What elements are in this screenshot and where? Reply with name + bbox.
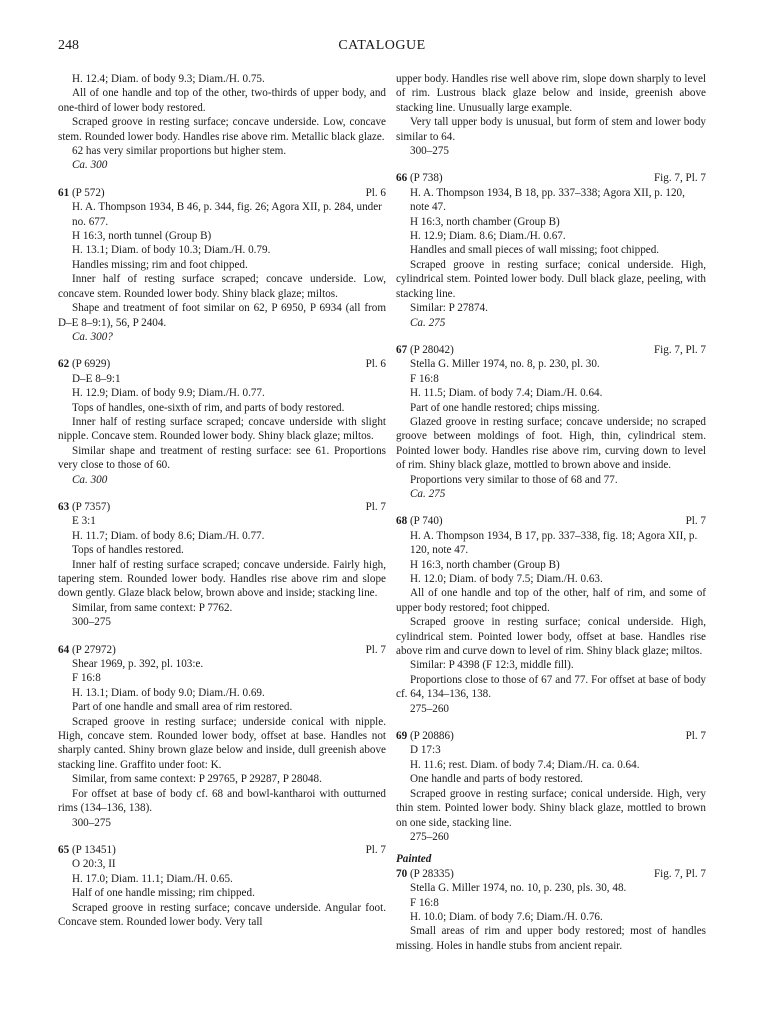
plate-reference: Pl. 7 [685, 730, 706, 743]
catalogue-number: 65 [58, 843, 70, 856]
entry-publication: Stella G. Miller 1974, no. 10, p. 230, pls. 30, 48. [410, 882, 627, 895]
inventory-number: (P 740) [409, 515, 443, 528]
entry-dimensions: H. 13.1; Diam. of body 9.0; Diam./H. 0.69. [72, 686, 265, 699]
entry-dimensions: H. 10.0; Diam. of body 7.6; Diam./H. 0.76. [410, 910, 603, 923]
figure-reference: Fig. 7, Pl. 7 [653, 343, 706, 356]
entry-dimensions: H. 13.1; Diam. of body 10.3; Diam./H. 0.79. [72, 244, 271, 257]
entry-date: Ca. 300 [72, 473, 108, 486]
entry-dimensions: H. 12.0; Diam. of body 7.5; Diam./H. 0.63. [410, 573, 603, 585]
entry-dimensions: H. 12.9; Diam. of body 9.9; Diam./H. 0.77. [72, 387, 265, 400]
entry-description: Scraped groove in resting surface; concave underside. Low, concave stem. Rounded lower body. Handles rise above rim. Metallic black glaze. [58, 116, 386, 143]
entry-description: Glazed groove in resting surface; concave underside; no scraped groove between moldings of foot. High, thin, cylindrical stem. Pointed lower body. Handles rise above rim, curving down to level of rim. Shiny black glaze, mottled to brown above and inside. [396, 415, 706, 472]
entry-heading [58, 500, 386, 514]
entry-dimensions: H. 11.5; Diam. of body 7.4; Diam./H. 0.64. [410, 387, 603, 400]
entry-description: Scraped groove in resting surface; conical underside. High, very thin stem. Pointed lower body. Shiny black glaze, mottled to brown on one side, stacking line. [396, 787, 706, 829]
left-column [58, 72, 386, 929]
entry-publication: H. A. Thompson 1934, B 17, pp. 337–338, fig. 18; Agora XII, p. 120, note 47. [410, 529, 698, 557]
entry-description-continued: upper body. Handles rise well above rim, slope down sharply to level of rim. Lustrous black glaze below and inside, greenish above stacking line. Unusually large example. [396, 73, 706, 114]
catalogue-number: 67 [396, 343, 408, 356]
entry-date: 275–260 [410, 702, 449, 715]
inventory-number: (P 6929) [71, 358, 111, 371]
entry-date: 300–275 [72, 816, 111, 829]
inventory-number: (P 28042) [409, 343, 454, 356]
inventory-number: (P 738) [409, 172, 443, 185]
right-column [396, 72, 706, 953]
page-number: 248 [58, 38, 79, 53]
entry-description: Scraped groove in resting surface; underside conical with nipple. High, concave stem. Rounded lower body, offset at base. Handles not sharply canted. Shiny brown glaze below and inside, dull greenish above stacking line. Graffito under foot: K. [58, 715, 386, 771]
entry-context: D–E 8–9:1 [72, 372, 121, 385]
inventory-number: (P 28335) [409, 867, 454, 880]
catalogue-number: 62 [58, 358, 70, 371]
entry-note: Similar: P 4398 (F 12:3, middle fill). [410, 659, 574, 672]
entry-restoration: Small areas of rim and upper body restored; most of handles missing. Holes in handle stubs from ancient repair. [396, 925, 706, 952]
entry-context: H 16:3, north tunnel (Group B) [72, 230, 212, 243]
entry-description: Scraped groove in resting surface; conical underside. High, cylindrical stem. Pointed lower body, offset at base. Handles rise above rim and curve down to level of rim. Shiny black glaze; miltos. [396, 616, 706, 658]
running-title: CATALOGUE [338, 38, 426, 53]
catalogue-number: 63 [58, 500, 70, 513]
entry-context: F 16:8 [410, 896, 439, 909]
entry-restoration: Handles and small pieces of wall missing; foot chipped. [410, 244, 660, 257]
entry-heading [58, 357, 386, 371]
entry-publication: H. A. Thompson 1934, B 18, pp. 337–338; Agora XII, p. 120, note 47. [410, 186, 685, 214]
entry-date: Ca. 300? [72, 330, 113, 343]
entry-publication: H. A. Thompson 1934, B 46, p. 344, fig. 26; Agora XII, p. 284, under no. 677. [72, 201, 382, 228]
entry-heading [58, 843, 386, 857]
entry-restoration: All of one handle and top of the other, half of rim, and some of upper body restored; foot chipped. [396, 587, 706, 614]
catalogue-number: 69 [396, 730, 408, 743]
figure-reference: Fig. 7, Pl. 7 [653, 172, 706, 185]
catalogue-number: 70 [396, 867, 408, 880]
entry-restoration: All of one handle and top of the other, two-thirds of upper body, and one-third of lower body restored. [58, 87, 386, 114]
entry-dimensions: H. 11.6; rest. Diam. of body 7.4; Diam./H. ca. 0.64. [410, 758, 640, 771]
entry-note: For offset at base of body cf. 68 and bowl-kantharoi with outturned rims (134–136, 138). [58, 787, 386, 815]
entry-heading [396, 729, 706, 743]
entry-note: Very tall upper body is unusual, but form of stem and lower body similar to 64. [396, 116, 706, 143]
entry-restoration: Half of one handle missing; rim chipped. [72, 887, 255, 900]
entry-context: H 16:3, north chamber (Group B) [410, 558, 560, 571]
plate-reference: Pl. 7 [365, 500, 386, 513]
entry-description: Scraped groove in resting surface; conical underside. High, cylindrical stem. Pointed lower body. Dull black glaze, peeling, with stacking line. [396, 258, 706, 300]
entry-note: Similar, from same context: P 29765, P 29287, P 28048. [72, 773, 322, 786]
entry-restoration: Part of one handle and small area of rim restored. [72, 701, 293, 714]
entry-note: Proportions close to those of 67 and 77. For offset at base of body cf. 64, 134–136, 138. [396, 673, 706, 701]
entry-note: Proportions very similar to those of 68 and 77. [410, 473, 618, 486]
catalogue-number: 61 [58, 186, 70, 199]
entry-restoration: One handle and parts of body restored. [410, 773, 583, 786]
plate-reference: Pl. 7 [365, 843, 386, 856]
entry-date: 275–260 [410, 830, 449, 843]
page-header [58, 38, 706, 58]
entry-note: Shape and treatment of foot similar on 62, P 6950, P 6934 (all from D–E 8–9:1), 56, P 2404. [58, 302, 386, 329]
entry-context: D 17:3 [410, 744, 441, 757]
entry-context: E 3:1 [72, 515, 96, 528]
entry-date: 300–275 [72, 616, 111, 629]
entry-heading [58, 186, 386, 200]
entry-dimensions: H. 12.4; Diam. of body 9.3; Diam./H. 0.75. [72, 73, 265, 85]
catalogue-number: 68 [396, 515, 408, 528]
entry-description: Inner half of resting surface scraped; concave underside. Low, concave stem. Rounded lower body. Shiny black glaze; miltos. [58, 273, 386, 300]
inventory-number: (P 27972) [71, 643, 116, 656]
entry-restoration: Part of one handle restored; chips missing. [410, 401, 600, 414]
inventory-number: (P 13451) [71, 843, 116, 856]
entry-date: Ca. 300 [72, 159, 108, 172]
plate-reference: Pl. 6 [365, 358, 386, 371]
plate-reference: Pl. 7 [685, 515, 706, 528]
entry-note: Similar: P 27874. [410, 302, 488, 315]
entry-date: Ca. 275 [410, 487, 446, 500]
section-heading: Painted [396, 853, 432, 866]
entry-publication: Stella G. Miller 1974, no. 8, p. 230, pl. 30. [410, 358, 600, 371]
entry-restoration: Tops of handles restored. [72, 544, 184, 557]
entry-context: H 16:3, north chamber (Group B) [410, 215, 560, 228]
entry-note: Similar, from same context: P 7762. [72, 601, 233, 614]
entry-context: F 16:8 [410, 372, 439, 385]
entry-description: Inner half of resting surface scraped; concave underside with slight nipple. Concave stem. Rounded lower body. Shiny black glaze; miltos. [58, 415, 386, 443]
entry-heading [396, 867, 706, 881]
entry-description: Inner half of resting surface scraped; concave underside. Fairly high, tapering stem. Rounded lower body. Handles rise above rim and slope down gently. Glaze black below, brown above and inside; stacking line. [58, 558, 386, 600]
entry-context: F 16:8 [72, 672, 101, 685]
inventory-number: (P 7357) [71, 500, 111, 513]
plate-reference: Pl. 7 [365, 643, 386, 656]
entry-dimensions: H. 12.9; Diam. 8.6; Diam./H. 0.67. [410, 230, 566, 243]
entry-note: Similar shape and treatment of resting surface: see 61. Proportions very close to those of 60. [58, 444, 386, 472]
plate-reference: Pl. 6 [365, 186, 386, 199]
entry-restoration: Tops of handles, one-sixth of rim, and parts of body restored. [72, 401, 345, 414]
catalogue-number: 66 [396, 172, 408, 185]
entry-date: 300–275 [410, 145, 449, 158]
entry-date: Ca. 275 [410, 316, 446, 329]
entry-heading [58, 643, 386, 657]
inventory-number: (P 572) [71, 186, 105, 199]
entry-dimensions: H. 11.7; Diam. of body 8.6; Diam./H. 0.77. [72, 529, 265, 542]
entry-context: O 20:3, II [72, 858, 116, 871]
entry-heading [396, 171, 706, 185]
catalogue-number: 64 [58, 643, 70, 656]
entry-restoration: Handles missing; rim and foot chipped. [72, 258, 248, 271]
entry-note: 62 has very similar proportions but higher stem. [72, 145, 287, 158]
inventory-number: (P 20886) [409, 730, 454, 743]
entry-heading [396, 514, 706, 528]
entry-description: Scraped groove in resting surface; concave underside. Angular foot. Concave stem. Rounded lower body. Very tall [58, 901, 386, 928]
entry-dimensions: H. 17.0; Diam. 11.1; Diam./H. 0.65. [72, 872, 233, 885]
entry-publication: Shear 1969, p. 392, pl. 103:e. [72, 658, 204, 671]
entry-heading [396, 343, 706, 357]
figure-reference: Fig. 7, Pl. 7 [653, 867, 706, 880]
